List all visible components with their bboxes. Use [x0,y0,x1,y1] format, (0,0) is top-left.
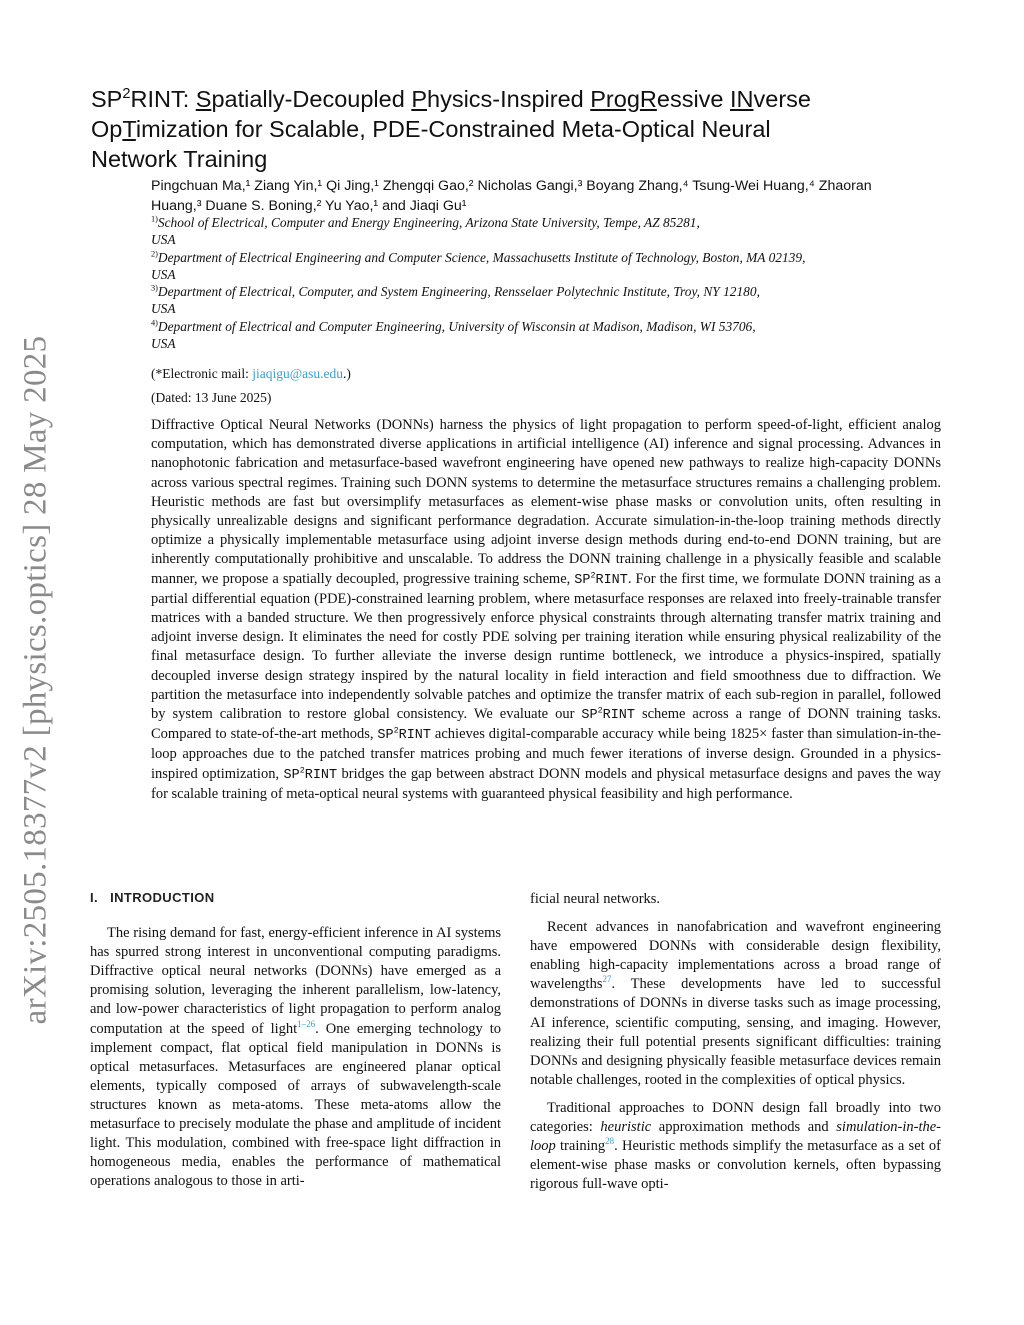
abstract-text: Diffractive Optical Neural Networks (DONNs) harness the physics of light propagation to perform speed-of-light, efficient analog computation, which has demonstrated diverse applications in artificial intelligence (AI) inference and signal processing. Advances in nanophotonic fabrication and metasurface-based wavefront engineering have opened new pathways to realize high-capacity DONNs across various spectral regimes. Training such DONN systems to determine the metasurface structures remains a challenging problem. Heuristic methods are fast but oversimplify metasurfaces as element-wise phase masks or convolution units, often resulting in physically unrealizable designs and significant performance degradation. Accurate simulation-in-the-loop training methods directly optimize a physically implementable metasurface using adjoint inverse design methods during end-to-end DONN training, but are inherently computationally prohibitive and unscalable. To address the DONN training challenge in a physically feasible and scalable manner, we propose a spatially decoupled, progressive training scheme, [151,417,941,587]
intro-paragraph-1-continued: ficial neural networks. [530,891,661,907]
email-suffix: .) [343,366,351,381]
method-name: $SP^2RINT$ [574,570,628,588]
citation-link[interactable]: 28 [605,1136,615,1147]
title-sup: 2 [122,86,131,103]
abstract-text: . For the first time, we formulate DONN training as a partial differential equation (PDE)-constrained learning problem, where metasurface responses are relaxed into freely-trainable transfer matrices with a banded structure. We then progressively enforce physical constraints through alternating transfer matrix training and adjoint inverse design. It eliminates the need for costly PDE solving per training iteration while ensuring physical realizability of the final metasurface design. To further alleviate the inverse design runtime bottleneck, we introduce a physics-inspired, spatially decoupled inverse design strategy inspired by the natural locality in field interaction and field smoothness due to diffraction. We partition the metasurface into independently solvable patches and optimize the transfer matrix of each sub-region in parallel, followed by system calibration to restore global consistency. We evaluate our [151,570,941,723]
affiliation-text: Department of Electrical and Computer Engineering, University of Wisconsin at Madison, Madison, WI 53706, [157,318,756,334]
title-part: Op [91,116,123,142]
affiliation-number: 3) [151,283,158,293]
method-name: $SP^2RINT$ [377,725,431,744]
section-heading [90,888,501,907]
email-prefix: (*Electronic mail: [151,366,253,381]
affiliation-number: 1) [151,214,158,224]
title-sp: SP [91,86,123,112]
abstract-text: achieves digital-comparable accuracy while being 1825× faster than simulation-in-the-loop approaches due to the patched transfer matrices probing and much fewer iterations of inverse design. Grounded in a physics-inspired optimization, [151,726,941,782]
title-part: imization for Scalable, PDE-Constrained Meta-Optical Neural [135,116,771,142]
title-underlined-s: S [195,86,212,112]
title-underlined-prog: Prog [590,86,640,112]
affiliation-text: Department of Electrical Engineering and Computer Science, Massachusetts Institute of Technology, Boston, MA 02139, [157,249,806,265]
section-title: INTRODUCTION [110,890,215,905]
affiliation-text: School of Electrical, Computer and Energy Engineering, Arizona State University, Tempe, AZ 85281, [157,215,700,230]
right-column [530,890,941,1203]
emphasis-simulation: simulation-in-the-loop [530,1119,941,1155]
title-underlined-p: P [411,86,427,112]
method-name: $SP^2RINT$ [581,705,635,724]
title-underlined-in: IN [730,86,754,112]
affiliation-country: USA [151,266,176,282]
email-link[interactable]: jiaqigu@asu.edu [252,366,344,381]
intro-paragraph-3: Traditional approaches to DONN design fall broadly into two categories: heuristic approximation methods and simulation-in-the-loop training$^{28}$. Heuristic methods simplify the metasurface as a set of element-wise phase masks or convolution kernels, often bypassing rigorous full-wave opti- [530,1099,941,1193]
corresponding-email [151,366,351,382]
abstract [151,416,941,804]
affiliation-country: USA [151,336,176,352]
abstract-text: scheme across a range of DONN training tasks. Compared to state-of-the-art methods, [151,706,941,743]
title-underlined-r: R [639,86,657,112]
abstract-text: bridges the gap between abstract DONN models and physical metasurface designs and paves the way for scalable training of meta-optical neural systems with guaranteed physical feasibility and high performance. [151,765,941,802]
emphasis-heuristic: heuristic [600,1119,652,1136]
affiliation-country: USA [151,301,176,317]
citation-link[interactable]: 1–26 [297,1018,316,1029]
left-column [90,888,501,1200]
paper-title [91,84,921,174]
date-line: (Dated: 13 June 2025) [151,390,272,405]
affiliation-1 [151,214,921,249]
affiliation-4 [151,318,921,353]
title-rint: RINT: [130,86,196,112]
affiliation-3 [151,283,921,318]
arxiv-watermark [6,315,66,1045]
affiliation-2 [151,249,921,284]
affiliation-number: 2) [151,249,158,259]
affiliation-number: 4) [151,318,158,328]
section-number: I. [90,890,99,905]
affiliation-text: Department of Electrical, Computer, and System Engineering, Rensselaer Polytechnic Institute, Troy, NY 12180, [157,284,760,300]
intro-paragraph-1: The rising demand for fast, energy-efficient inference in AI systems has spurred strong interest in unconventional computing paradigms. Diffractive optical neural networks (DONNs) have emerged as a promising solution, leveraging the inherent parallelism, low-latency, and low-power characteristics of light propagation to perform analog computation at the speed of light$^{1-26}$. One emerging technology to implement compact, flat optical field manipulation in DONNs is optical metasurfaces. Metasurfaces are engineered planar optical elements, typically composed of arrays of subwavelength-scale structures known as meta-atoms. These meta-atoms allow the metasurface to precisely modulate the phase and amplitude of incident light. This modulation, combined with free-space light diffraction in homogeneous media, enables the performance of mathematical operations analogous to those in arti- [90,925,501,1190]
arxiv-identifier: arXiv:2505.18377v2 [physics.optics] 28 May 2025 [17,335,54,1025]
title-part: essive [656,86,731,112]
citation-link[interactable]: 27 [602,974,612,985]
title-part: patially-Decoupled [211,86,412,112]
title-part: verse [753,86,811,112]
title-underlined-t: T [122,116,136,142]
author-list: Pingchuan Ma,¹ Ziang Yin,¹ Qi Jing,¹ Zhengqi Gao,² Nicholas Gangi,³ Boyang Zhang,⁴ Tsung-Wei Huang,⁴ Zhaoran Huang,³ Duane S. Boning,² Yu Yao,¹ and Jiaqi Gu¹ [151,178,872,214]
method-name: $SP^2RINT$ [283,765,338,783]
title-line-3: Network Training [91,146,268,172]
affiliation-country: USA [151,232,176,248]
intro-paragraph-2: Recent advances in nanofabrication and wavefront engineering have empowered DONNs with considerable design flexibility, enabling high-capacity implementations across a broad range of wavelengths$^{27}$. These developments have led to successful demonstrations of DONNs in diverse tasks such as image processing, AI inference, scientific computing, sensing, and imaging. However, realizing their full potential presents significant difficulties: training DONNs and designing physically feasible metasurface devices remain notable challenges, rooted in the complexities of optical physics. [530,919,941,1088]
affiliations [151,214,921,352]
title-part: hysics-Inspired [427,86,591,112]
